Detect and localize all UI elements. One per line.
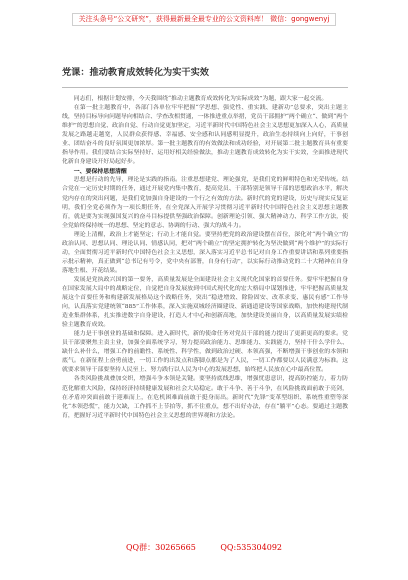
title-divider	[62, 87, 348, 88]
top-banner	[0, 6, 408, 26]
footer	[0, 543, 408, 553]
section-heading: 一、要保持思想清醒	[73, 168, 127, 176]
document-title: 党课：推动教育成效转化为实干实效	[62, 67, 209, 78]
body-paragraph: 发展是党执政兴国的第一要务，高质量发展是全面建设社会主义现代化国家的首要任务。要牢牢把握自身在国家发展大局中的战略定位，自觉把自身发展放到中国式现代化的宏大格局中谋划推进，牢牢把握高质量发展这个首要任务和构建新发展格局这个战略任务，突出“稳进增效、除险固安、改革求变、惠民有感”工作导向，认真落实党建统领“885”工作体系，深入实施双城经济圈建设、新通道建设等国家战略，加快构建现代制造业集群体系，扎实推进数字自身建设，打造人才中心和创新高地，加快建设美丽自身，以高质量发展实绩检验主题教育成效。	[62, 276, 348, 329]
body-paragraph: 各类风险挑战叠加交织，增强斗争本领是关键。要坚持底线思维，增强忧患意识，提高防控能力，着力防范化解重大风险，保持经济持续健康发展和社会大局稳定。敢于斗争、善于斗争，在风险挑战面前敢于亮剑，在矛盾冲突面前敢于迎难而上，在危机困难面前敢于挺身而出。新时代“先锋”变革型组织、系统性重塑等深化“本领恐慌”，能力欠缺，工作抓不上节拍等，抓不住重点，想不出好办法，存在“躺平”心态。要通过主题教育，把握好习近平新时代中国特色社会主义思想的世界观和方法论。	[62, 376, 348, 419]
body-paragraph: 能力是干事创业的基础和保障。进入新时代，新的使命任务对党员干部的能力提出了更新更高的要求。党员干部要聚焦主责主业，加强全面系统学习，努力提高政治能力、思维能力、实践能力，坚持干什么学什么、缺什么补什么，增强工作的前瞻性、系统性、科学性，做到政治过硬、本领高强，不断增强干事创业的本领和底气。在新征程上奋勇前进，一切工作的出发点和落脚点都是为了人民，一切工作都要以人民满意为标准。这就要求领导干部要坚持人民至上、努力践行以人民为中心的发展思想，始终把人民放在心中最高位置。	[62, 331, 348, 374]
banner-text: 关注头条号“公文研究”，获得最新最全最专业的公文资料库！ 微信：gongwenyj	[72, 13, 337, 26]
body-paragraph: 思想是行动的先导，理论是实践的指南。注重思想建党、理论强党，是我们党的鲜明特色和光荣传统。结合党在一定历史时期的任务，通过开展党内集中教育，提高党员、干部特别是领导干部的思想政治水平，解决党内存在的突出问题，是我们党加强自身建设的一个行之有效的方法。新时代的党的建设，历史与现实反复证明，我们全党必须作为一项长期任务，在全党深入开展学习贯彻习近平新时代中国特色社会主义思想主题教育，就是要为实现强国复兴的奋斗目标提供坚强政治保障。创新理论引领、强大精神动力、科学工作方法，使全党始终保持统一的思想、坚定的意志、协调的行动、强大的战斗力。	[62, 177, 348, 229]
footer-qq-group: QQ群：30265665	[125, 543, 196, 552]
body-paragraph: 理论上清醒，政治上才能坚定；行动上才能自觉。要坚持把党的政治建设摆在首位，深化对“两个确立”的政治认同、思想认同、理论认同、情感认同，把对“两个确立”的坚定拥护转化为坚决做到“两个维护”的实际行动，全面贯彻习近平新时代中国特色社会主义思想，深入落实习近平总书记对自身工作重要讲话和系列重要指示批示精神，真正做到“总书记有号令，党中央有部署，自身有行动”，以实际行动推动党的二十大精神在自身落地生根、开花结果。	[62, 231, 348, 274]
body-paragraph: 同志们，根据计划安排，今天我围绕“推动主题教育成效转化为实际成效”为题，跟大家一起交流。	[73, 96, 328, 102]
document-body	[62, 95, 348, 523]
body-paragraph: 在第一批主题教育中，各部门各单位牢牢把握“学思想、强党性、重实践、建新功”总要求，突出主题主线，坚持目标导向问题导向相结合、学查改相贯通，一体推进重点举措，党员干部拥护“两个确立“、做到“两个维护”的思想自觉、政治自觉、行动自觉更加坚定，习近平新时代中国特色社会主义思想更加深入人心，高质量发展之路越走越宽，人民群众获得感、幸福感、安全感和认同感明显提升，政治生态持续向上向好，干事创业、团结奋斗的良好氛围更加浓厚。第一批主题教育的有效做法和成功经验，对开展第二批主题教育具有重要指导作用。我们要结合实际坚持好、运用好相关经验做法，推动主题教育成效转化为实干实效，全面推进现代化新自身建设开好局起好步。	[62, 105, 348, 166]
footer-qq: QQ:535304092	[220, 543, 282, 552]
